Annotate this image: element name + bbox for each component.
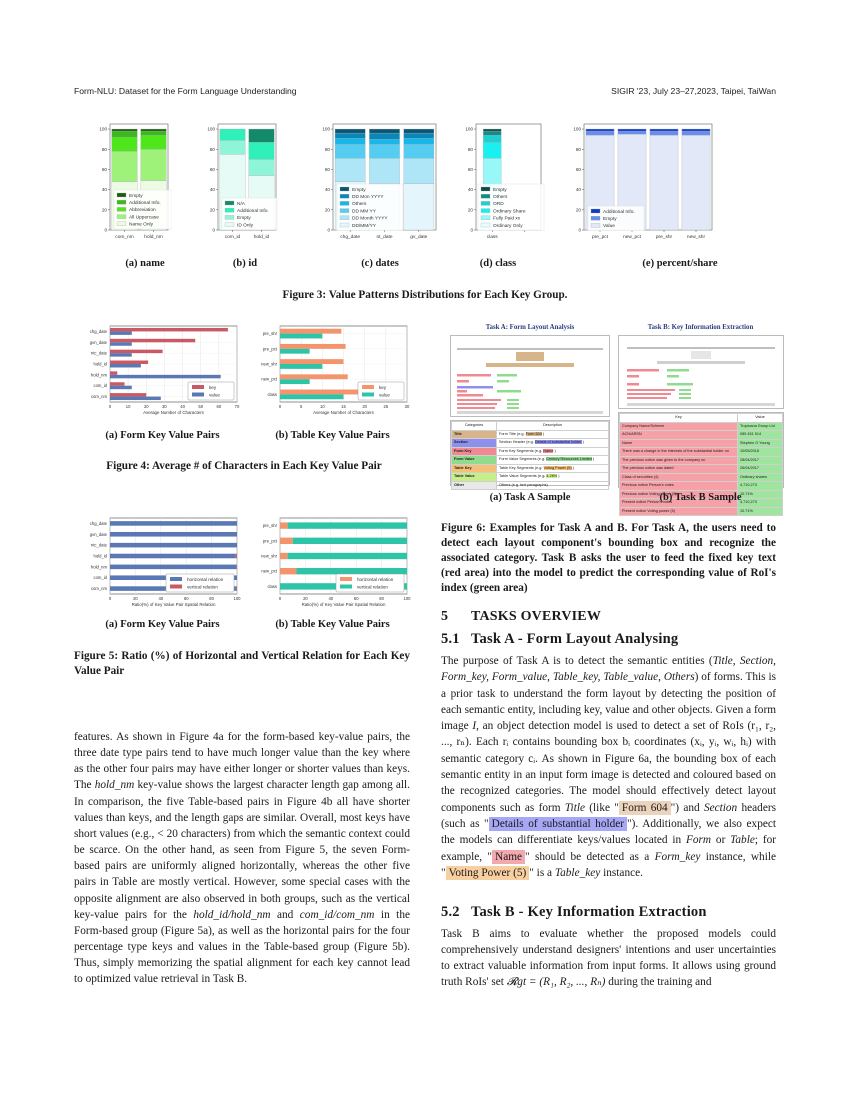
svg-text:0: 0	[278, 596, 282, 601]
svg-text:100: 100	[207, 126, 215, 132]
svg-text:com_id: com_id	[93, 575, 107, 581]
svg-text:Empty: Empty	[129, 193, 143, 199]
svg-text:Ratio(%) of Key Value Pair Spa: Ratio(%) of Key Value Pair Spatial Relation	[131, 602, 216, 607]
svg-text:0: 0	[212, 227, 215, 233]
section-5-1-heading	[441, 631, 678, 648]
svg-text:60: 60	[209, 167, 215, 173]
svg-text:30: 30	[404, 404, 410, 409]
svg-text:ntc_date: ntc_date	[90, 350, 107, 356]
taskA-table-row: Table Value Table Value Segments (e.g. 4.26% )	[452, 473, 609, 482]
section-5-1-title: Task A - Form Layout Analysing	[471, 631, 679, 647]
subcaption-3e: (e) percent/share	[642, 258, 718, 269]
taskB-header-value: Value	[738, 414, 783, 423]
taskB-table-row: The previous notice was dated 26/04/2017	[620, 465, 783, 474]
svg-text:pre_pct: pre_pct	[592, 235, 608, 240]
taskA-form-illustration	[451, 336, 609, 416]
svg-text:0: 0	[104, 227, 107, 233]
svg-text:new_shr: new_shr	[261, 553, 277, 559]
taskB-table-row: Company Name/Scheme Tropicana Group Ltd	[620, 422, 783, 431]
subcaption-3d: (d) class	[479, 258, 517, 269]
svg-text:40: 40	[324, 187, 330, 193]
svg-text:Name Only: Name Only	[129, 222, 153, 228]
figure3-caption: Figure 3: Value Patterns Distributions for Each Key Group.	[282, 289, 568, 301]
highlight-table-key-example: Voting Power (5)	[446, 866, 530, 880]
chart-fig3a-name	[92, 118, 172, 248]
chart-fig5a-form-kv-relation	[80, 514, 245, 614]
chart-fig3b-id	[200, 118, 280, 248]
svg-text:10: 10	[125, 404, 131, 409]
svg-text:15: 15	[341, 404, 346, 409]
section-5-title: TASKS OVERVIEW	[471, 609, 602, 624]
svg-text:ORD: ORD	[493, 202, 504, 208]
section-5-heading	[441, 609, 601, 625]
svg-text:100: 100	[403, 596, 411, 601]
svg-text:pre_shr: pre_shr	[262, 331, 277, 337]
svg-text:pre_shr: pre_shr	[262, 523, 277, 529]
svg-text:Fully Paid xx: Fully Paid xx	[493, 216, 521, 222]
section-5-2-paragraph: Task B aims to evaluate whether the proposed models could comprehensively understand designers' intentions and user uncertainties to extract valuable information from input forms. It allows using ground truth RoIs' set 𝓡gt = (R₁, R₂, ..., Rₙ) during the training and	[441, 928, 776, 989]
chart-fig3d-class	[460, 118, 545, 248]
svg-text:new_shr: new_shr	[686, 235, 706, 240]
chart-fig4b-table-kv-chars	[250, 322, 415, 422]
running-header-left: Form-NLU: Dataset for the Form Language Understanding	[74, 86, 297, 96]
svg-text:horizontal relation: horizontal relation	[187, 576, 224, 582]
svg-text:60: 60	[324, 167, 330, 173]
taskA-table-row: Section Section Header (e.g. Details of substantial holder )	[452, 439, 609, 448]
svg-text:20: 20	[324, 207, 330, 213]
svg-text:com_id: com_id	[93, 383, 107, 389]
svg-text:Average Number of Characters: Average Number of Characters	[313, 410, 374, 415]
section-5-1-number: 5.1	[441, 631, 460, 647]
svg-text:80: 80	[379, 596, 384, 601]
subcaption-6a: (a) Task A Sample	[489, 492, 571, 503]
svg-text:pre_pct: pre_pct	[263, 538, 277, 544]
svg-text:Additional Info.: Additional Info.	[129, 201, 161, 206]
svg-text:20: 20	[133, 596, 138, 601]
svg-text:Additional Info.: Additional Info.	[237, 209, 269, 214]
taskB-table-row: Present notice Person's votes 4,710,273	[620, 499, 783, 508]
svg-text:60: 60	[575, 167, 581, 173]
svg-text:20: 20	[467, 207, 473, 213]
svg-text:All Uppercase: All Uppercase	[129, 215, 159, 221]
svg-text:Empty: Empty	[603, 217, 617, 222]
svg-text:class: class	[267, 391, 277, 397]
svg-text:100: 100	[573, 126, 581, 132]
taskB-table-row: Present notice Voting power (5) 10.71%	[620, 507, 783, 516]
taskB-table-row: Previous notice Voting power (5) 10.71%	[620, 490, 783, 499]
chart-fig3c-dates	[315, 118, 440, 248]
svg-text:DD/MM/YY: DD/MM/YY	[352, 223, 376, 229]
figure4-caption: Figure 4: Average # of Characters in Each Key Value Pair	[106, 460, 382, 472]
taskB-table-row: Previous notice Person's votes 4,710,273	[620, 482, 783, 491]
svg-text:Ordinary Only: Ordinary Only	[493, 223, 523, 229]
svg-text:Empty: Empty	[493, 187, 507, 193]
svg-text:80: 80	[467, 146, 473, 152]
chart-fig5b-table-kv-relation	[250, 514, 415, 614]
taskA-category-table	[450, 420, 610, 486]
svg-text:chg_date: chg_date	[89, 520, 107, 526]
svg-text:Others: Others	[493, 195, 508, 200]
svg-text:class: class	[267, 583, 277, 589]
section-5-2-number: 5.2	[441, 904, 460, 920]
taskB-table-row: Name Stephen G Young	[620, 439, 783, 448]
svg-text:80: 80	[209, 146, 215, 152]
svg-text:gvn_date: gvn_date	[89, 531, 107, 537]
svg-text:com_nm: com_nm	[90, 394, 107, 400]
svg-text:N/A: N/A	[237, 201, 245, 207]
taskB-form-illustration	[619, 336, 783, 408]
chart-fig3e-percent-share	[566, 118, 716, 248]
svg-text:com_nm: com_nm	[115, 235, 134, 240]
svg-text:DD Mon YYYY: DD Mon YYYY	[352, 195, 384, 200]
svg-text:40: 40	[328, 596, 334, 601]
svg-text:vertical relation: vertical relation	[357, 584, 388, 590]
svg-text:100: 100	[233, 596, 241, 601]
svg-text:0: 0	[108, 404, 112, 409]
section-5-number: 5	[441, 609, 449, 624]
svg-text:0: 0	[108, 596, 112, 601]
taskB-table-row: There was a change in the interests of the substantial holder on 10/05/2018	[620, 448, 783, 457]
svg-text:100: 100	[99, 126, 107, 132]
svg-text:gvn_date: gvn_date	[89, 339, 107, 345]
svg-text:20: 20	[143, 404, 149, 409]
svg-text:hold_nm: hold_nm	[144, 235, 163, 240]
svg-text:20: 20	[209, 207, 215, 213]
taskA-form-image	[450, 335, 610, 417]
svg-text:100: 100	[465, 126, 473, 132]
section-5-2-heading	[441, 904, 707, 921]
svg-text:0: 0	[327, 227, 330, 233]
svg-text:5: 5	[299, 404, 303, 409]
svg-text:value: value	[379, 392, 390, 398]
svg-text:ID Only: ID Only	[237, 223, 253, 229]
taskA-table-row: Title Form Title (e.g. Form 604 )	[452, 430, 609, 439]
taskA-header-description: Description	[497, 422, 609, 431]
svg-text:new_pct: new_pct	[623, 235, 641, 240]
svg-text:20: 20	[575, 207, 581, 213]
svg-text:nt_date: nt_date	[376, 235, 393, 240]
svg-text:10: 10	[319, 404, 325, 409]
taskA-table-row: Table Key Table Key Segments (e.g. Voting Power (5) )	[452, 464, 609, 473]
left-column-paragraph: features. As shown in Figure 4a for the form-based key-value pairs, the three date type pairs tend to have much longer value than the key where as the other four pairs may have either longer or shorter values than keys. The hold_nm key-value shows the largest character length gap among all. In comparison, the five Table-based pairs in Figure 4b all have shorter values than keys, and the length gaps are similar. Overall, most keys have short values (e.g., < 20 characters) from which the semantic context could be scarce. On the other hand, as seen from Figure 5, the seven Form-based pairs are uniformly aligned horizontally, whereas the other five pairs in Table are mostly vertical. However, some special cases with the opposite alignment are also observed in both groups, such as the vertical key-value pairs for the hold_id/hold_nm and com_id/com_nm in the Form-based group (Figure 5a), as well as the horizontal pairs for the four percentage type keys and values in the Table-based group (Figure 5b). Thus, simply memorizing the spatial alignment for each key cannot lead to optimized value retrieval in Task B.	[74, 731, 411, 986]
svg-text:new_pct: new_pct	[261, 568, 277, 574]
svg-text:0: 0	[470, 227, 473, 233]
taskB-table-row: The previous notice was given to the company on 28/04/2017	[620, 456, 783, 465]
svg-text:Empty: Empty	[237, 216, 251, 222]
svg-text:vertical relation: vertical relation	[187, 584, 218, 590]
subcaption-4b: (b) Table Key Value Pairs	[275, 430, 390, 441]
subcaption-3c: (c) dates	[361, 258, 399, 269]
svg-text:Abbreviation: Abbreviation	[129, 208, 156, 214]
subcaption-5b: (b) Table Key Value Pairs	[275, 619, 390, 630]
chart-fig4a-form-kv-chars	[80, 322, 245, 422]
svg-text:hold_id: hold_id	[93, 553, 107, 559]
svg-text:DD Month YYYY: DD Month YYYY	[352, 216, 388, 222]
svg-text:40: 40	[209, 187, 215, 193]
taskB-table-row: Class of securities (4) Ordinary shares	[620, 473, 783, 482]
svg-text:gv_date: gv_date	[410, 235, 428, 240]
svg-text:pre_pct: pre_pct	[263, 346, 277, 352]
svg-text:com_id: com_id	[224, 235, 241, 240]
svg-text:Average Number of Characters: Average Number of Characters	[143, 410, 204, 415]
svg-text:25: 25	[383, 404, 389, 409]
subcaption-5a: (a) Form Key Value Pairs	[105, 619, 220, 630]
svg-text:horizontal relation: horizontal relation	[357, 576, 394, 582]
svg-text:40: 40	[158, 596, 164, 601]
svg-text:DD MM YY: DD MM YY	[352, 209, 376, 215]
highlight-form-key-example: Name	[492, 850, 525, 864]
subcaption-3a: (a) name	[125, 258, 165, 269]
svg-text:chg_date: chg_date	[340, 235, 361, 240]
subcaption-3b: (b) id	[232, 258, 258, 269]
taskA-header-categories: Categories	[452, 422, 497, 431]
taskB-form-image	[618, 335, 784, 409]
subcaption-6b: (b) Task B Sample	[659, 492, 742, 503]
svg-text:80: 80	[209, 596, 214, 601]
svg-text:class: class	[486, 235, 498, 240]
svg-text:30: 30	[162, 404, 167, 409]
taskA-table-row: Form Key Form Key Segments (e.g. Name )	[452, 447, 609, 456]
svg-text:60: 60	[353, 596, 359, 601]
svg-text:hold_nm: hold_nm	[90, 372, 107, 378]
taskA-sample-title: Task A: Form Layout Analysis	[485, 324, 575, 331]
svg-text:chg_date: chg_date	[89, 328, 107, 334]
svg-text:80: 80	[575, 146, 581, 152]
svg-text:pre_shr: pre_shr	[655, 235, 673, 240]
svg-text:40: 40	[180, 404, 185, 409]
svg-text:40: 40	[467, 187, 473, 193]
svg-text:60: 60	[101, 167, 107, 173]
svg-text:com_nm: com_nm	[90, 586, 107, 592]
svg-text:20: 20	[362, 404, 368, 409]
svg-text:Empty: Empty	[352, 187, 366, 193]
svg-text:60: 60	[467, 167, 473, 173]
svg-text:hold_nm: hold_nm	[90, 564, 107, 570]
svg-text:80: 80	[324, 146, 330, 152]
svg-text:0: 0	[278, 404, 282, 409]
svg-text:new_pct: new_pct	[261, 376, 277, 382]
svg-text:40: 40	[575, 187, 581, 193]
svg-text:100: 100	[322, 126, 330, 132]
subcaption-4a: (a) Form Key Value Pairs	[105, 430, 220, 441]
svg-text:Additional Info.: Additional Info.	[603, 209, 635, 215]
svg-text:0: 0	[578, 227, 581, 233]
svg-text:hold_id: hold_id	[253, 235, 270, 240]
figure5-caption: Figure 5: Ratio (%) of Horizontal and Vertical Relation for Each Key Value Pair	[74, 650, 410, 677]
svg-text:new_shr: new_shr	[261, 361, 277, 367]
svg-text:60: 60	[216, 404, 222, 409]
svg-text:80: 80	[101, 146, 107, 152]
svg-text:Others: Others	[352, 202, 367, 208]
svg-text:value: value	[209, 392, 220, 398]
svg-text:Ordinary Share: Ordinary Share	[493, 209, 526, 215]
highlight-title-example: Form 604	[619, 801, 671, 815]
section-5-1-paragraph: The purpose of Task A is to detect the semantic entities (Title, Section, Form_key, Form_value, Table_key, Table_value, Others) of forms. This is a prior task to understand the form layout by detecting the position of each semantic entity, including key, value and other objects. Given a form image I, an object detection model is used to detect a set of RoIs (r₁, r₂, ..., rₙ). Each rᵢ contains bounding box bᵢ coordinates (xᵢ, yᵢ, wᵢ, hᵢ) with semantic category cᵢ. As shown in Figure 6a, the bounding box of each semantic entity in an input form image is detected and coloured based on the recognized categories. The model should effectively detect layout components such as form Title (like " Form 604 ") and Section headers (such as " Details of substantial holder "). Additionally, we also expect the models can differentiate keys/values located in Form or Table; for example, " Name " should be detected as a Form_key instance, while " Voting Power (5) " is a Table_key instance.	[441, 655, 777, 879]
svg-text:key: key	[209, 384, 217, 390]
svg-text:70: 70	[234, 404, 240, 409]
svg-text:key: key	[379, 384, 387, 390]
svg-text:ntc_date: ntc_date	[90, 542, 107, 548]
svg-text:20: 20	[303, 596, 308, 601]
running-header-right: SIGIR '23, July 23–27,2023, Taipei, TaiWan	[611, 86, 776, 96]
svg-text:60: 60	[183, 596, 189, 601]
svg-text:hold_id: hold_id	[93, 361, 107, 367]
svg-text:40: 40	[101, 187, 107, 193]
section-5-2-title: Task B - Key Information Extraction	[471, 904, 707, 920]
svg-text:Ratio(%) of Key Value Pair Spa: Ratio(%) of Key Value Pair Spatial Relation	[301, 602, 386, 607]
taskB-sample-title: Task B: Key Information Extraction	[647, 324, 754, 331]
taskB-header-key: Key	[620, 414, 738, 423]
svg-text:Value: Value	[603, 224, 615, 230]
taskB-table-row: ACN/ARSN 085 451 514	[620, 431, 783, 440]
figure6-caption: Figure 6: Examples for Task A and B. For Task A, the users need to detect each layout component's bounding box and recognize the associated category. Task B asks the user to feed the fixed key text (red area) into the model to predict the corresponding value of RoI's index (green area)	[441, 522, 776, 594]
svg-text:50: 50	[198, 404, 204, 409]
svg-text:20: 20	[101, 207, 107, 213]
taskA-table-row: Other Others (e.g. text paragraphs)	[452, 481, 609, 490]
highlight-section-example: Details of substantial holder	[489, 817, 627, 831]
taskA-table-row: Form Value Form Value Segments (e.g. Century Resources Limited )	[452, 456, 609, 465]
